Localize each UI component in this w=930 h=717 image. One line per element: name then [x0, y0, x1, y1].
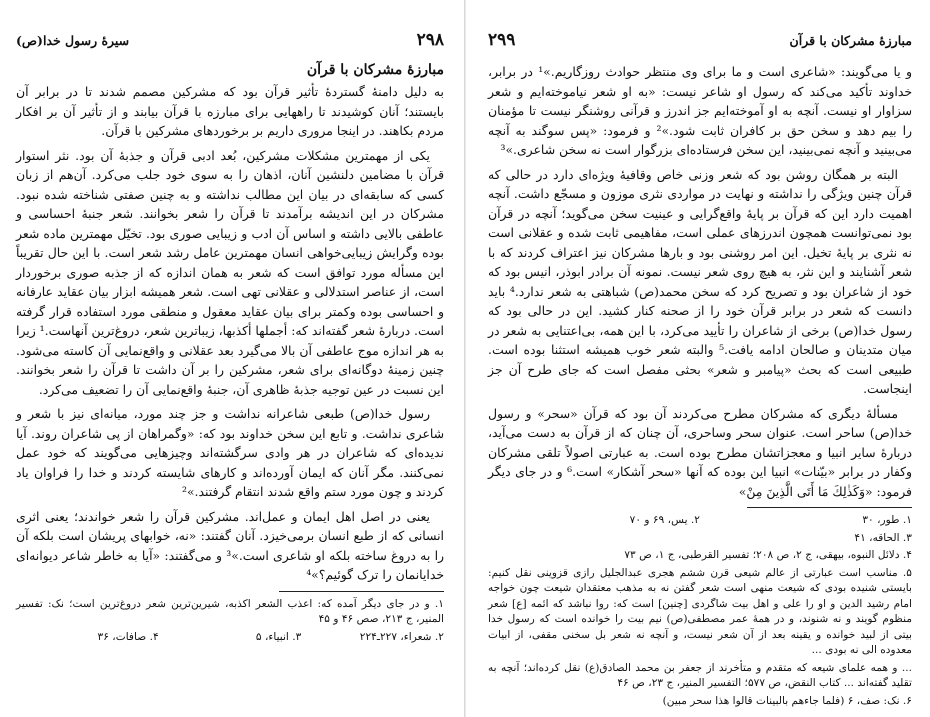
page-number: ۲۹۹	[488, 30, 516, 50]
right-page	[466, 0, 930, 717]
running-head: مبارزهٔ مشرکان با قرآن	[789, 33, 912, 48]
paragraph: و یا می‌گویند: «شاعری است و ما برای وی منتظر حوادث روزگاریم.»¹ در برابر، خداوند تأکید می‌کند که رسول او شاعر نیست: «به او شعر نیاموخته‌ایم و شعر سزاوار او نیست. آنچه به او آموخته‌ایم جز اندرز و قرآنی روشنگر نیست تا مؤمنان را بیم دهد و سخن حق بر کافران ثابت شود.»² و فرمود: «پس سوگند به آنچه می‌بینید و آنچه نمی‌بینید، این سخن فرستاده‌ای بزرگوار است نه سخن شاعری.»³	[488, 64, 913, 157]
footnote: ۱. طور، ۳۰	[862, 514, 912, 526]
footnote: ۱. و در جای دیگر آمده که: اعذب الشعر اکذبه، شیرین‌ترین شعر دروغ‌ترین است؛ نک: تفسیر المنیر، ج ۲۱۳، صص ۴۶ و ۴۵	[16, 597, 444, 625]
paragraph: رسول خدا(ص) طبعی شاعرانه نداشت و جز چند مورد، میانه‌ای نیز با شعر و شاعری نداشت. و تابع این سخن خداوند بود که: «وگمراهان از پی شاعران روند. آیا ندیده‌ای که شاعران در هر وادی سرگشته‌اند وچیزهایی می‌گویند که خود عمل نمی‌کنند. مگر آنان که ایمان آورده‌اند و کارهای شایسته کردند و خدا را فراوان یاد کردند و چون مورد ستم واقع شدند انتقام گرفتند.»²	[16, 406, 444, 499]
section-title: مبارزهٔ مشرکان با قرآن	[306, 62, 444, 78]
footnote: ۶. نک: صف، ۶ (فلما جاءهم بالبینات قالوا هذا سحر مبین)	[662, 694, 912, 707]
footnote-row	[16, 630, 444, 646]
footnote: ۵. مناسب است عبارتی از عالم شیعی قرن ششم هجری عبدالجلیل رازی قزوینی نقل کنیم: بایستی شنیده بودی که شیعت منهی است شعر گفتن نه به مذهب معتقدان شیعت چون خواجه امام رشید الدین و او را علی و اهل بیت شاگردی [چنین] است که: روا نباشد که ائمه [ع] شعر منظوم گویند و نه شنوند، و در همهٔ عمر مصطفی(ص) نیم بیت را خوانده‌ است که رسول خدا بیتی از لبید خوانده و یقینه بعد از آن شعر نیست، و آنچه نه شعر بل سخنی مقفی، از ابیات معدوده الی نه بودی ...	[488, 566, 912, 656]
paragraph: مسألهٔ دیگری که مشرکان مطرح می‌کردند آن بود که قرآن «سحر» و رسول خدا(ص) ساحر است. عنوان سحر وساحری، آن چنان که از قرآن به دست می‌آید، دربارهٔ سایر انبیا و معجزاتشان مطرح بوده است. به عبارتی اصولاً تلقی مشرکان وکفار در برابر «بیّنات» انبیا این بوده که آنها «سحر آشکار» است.⁶ و در جای دیگر فرمود: «وَكَذٰلِكَ مَا أَتَى الَّذِينَ مِنْ»	[488, 405, 912, 499]
right-page-header	[488, 30, 912, 56]
page-number: ۲۹۸	[416, 30, 444, 50]
paragraph: یکی از مهمترین مشکلات مشرکین، بُعد ادبی قرآن و جذبهٔ آن بود. نثر استوار قرآن با مضامین دلنشین آنان، اذهان را به سوی خود جلب می‌کرد. آن‌هم از زبان کسی که سابقه‌ای در بیان این مطالب نداشته و به چنین صفتی شناخته شده نبود. مشرکان در این اندیشه برآمدند تا قرآن را شعر بخوانند. شعر جنبهٔ احساسی و عاطفی بالایی داشته و اساس آن ادب و زیبایی صوری بود. تخیّل مهمترین ماده شعر بوده وگرایش زیبایی‌خواهی انسان مهمترین عامل رشد شعر است. با این حال تقریباً این مسأله مورد توافق است که شعر به همان اندازه که از جذبه صوری برخوردار است، از عناصر استدلالی و عقلانی تهی است. شعر همیشه ابزار بیان عقاید عارفانه و احساسی بوده وکمتر برای بیان عقاید معقول و منطقی مورد استفاده قرار گرفته است. دربارهٔ شعر گفته‌اند که: أجملها أكذبها، زیباترین شعر، دروغ‌ترین آنهاست.¹ زیرا به هر اندازه موج عاطفی آن بالا می‌گیرد بعد عقلانی و واقع‌نمایی آن کاسته می‌شود. چنین زمینهٔ دوگانه‌ای برای شعر، مشرکین را بر آن داشت تا قرآن را شعر بخوانند. این نسبت در عین توجیه جذبهٔ ظاهری آن، جنبهٔ واقع‌نمایی آن را تضعیف می‌کرد.	[16, 147, 444, 397]
left-page	[0, 0, 464, 717]
footnote: ۲. شعراء، ۲۲۷ـ۲۲۴	[359, 630, 444, 643]
footnote: ۴. دلائل النبوه، بیهقی، ج ۲، ص ۲۰۸؛ تفسیر القرطبی، ج ۱، ص ۷۳	[624, 549, 912, 561]
footnote-divider	[279, 591, 444, 592]
left-page-header	[16, 30, 444, 56]
paragraph: البته بر همگان روشن بود که شعر وزنی خاص وقافیهٔ ویژه‌ای دارد در حالی که قرآن چنین ویژگی را نداشته و نهایت در مواردی نثری موزون و مسجّع داشت. آنچه اهمیت دارد این که قرآن بر پایهٔ واقع‌گرایی و عینیت سخن می‌گوید؛ آنچه در قرآن بود نمی‌توانست همچون اندرزهای عملی است، مفاهیمی ثابت شده و عقلانی است نه نثری بر پایهٔ تخیل. این امر روشنی بود و بارها مشرکان نیز اعتراف کردند که با شعر آشنایند و این نثر، به هیچ روی شعر نیست. نمونه آن برادر ابوذر، انیس بود که خود از شاعران بود و تصریح کرد که سخن محمد(ص) شباهتی به شعر ندارد.⁴ باید دانست که شعر در برابر قرآن خود را از صحنه کنار کشید. این در حالی بود که رسول خدا(ص) برخی از شاعران را تأیید می‌کرد، با این همه، بی‌اعتنایی به شعر در میان متدینان و صالحان ادامه یافت.⁵ والبته شعر خوب همیشه استثنا بوده است. طبیعی است که بحث «پیامبر و شعر» بحثی مفصل است که جای طرح آن جز اینجاست.	[488, 166, 912, 396]
paragraph: یعنی در اصل اهل ایمان و عمل‌اند. مشرکین قرآن را شعر خواندند؛ یعنی اثری انسانی که از طبع انسان برمی‌خیزد. آنان گفتند: «نه، خوابهای پریشان است بلکه آن را به دروغ ساخته بلکه او شاعری است.»³ و می‌گفتند: «آیا به خاطر شاعر دیوانه‌ای خدایانمان را ترک گوئیم؟»⁴	[16, 508, 444, 582]
running-head: سیرهٔ رسول خدا(ص)	[16, 33, 130, 48]
footnote: ۳. الحاقه، ۴۱	[854, 531, 912, 544]
footnote: ... و همه علمای شیعه که متقدم و متأخرند از جعفر بن محمد الصادق(ع) نقل کرده‌اند؛ آنچه به تقلید گفته‌اند ... کتاب النقض، ص ۵۷۷؛ التفسیر المنیر، ج ۲۳، ص ۴۶	[488, 661, 912, 689]
footnote-row	[488, 513, 912, 529]
footnote: ۴. صافات، ۳۶	[97, 630, 159, 643]
footnote: ۳. انبیاء، ۵	[255, 630, 302, 643]
footnote: ۲. یس، ۶۹ و ۷۰	[629, 514, 700, 526]
footnote-divider	[747, 507, 912, 508]
paragraph: به دلیل دامنهٔ گستردهٔ تأثیر قرآن بود که مشرکین مصمم شدند تا در برابر آن بایستند؛ آنان کوشیدند تا راههایی برای مبارزه با قرآن بیابند و از تأثیر آن بر افکار مردم بکاهند. در اینجا مروری داریم بر برخوردهای مشرکین با قرآن.	[16, 84, 444, 138]
